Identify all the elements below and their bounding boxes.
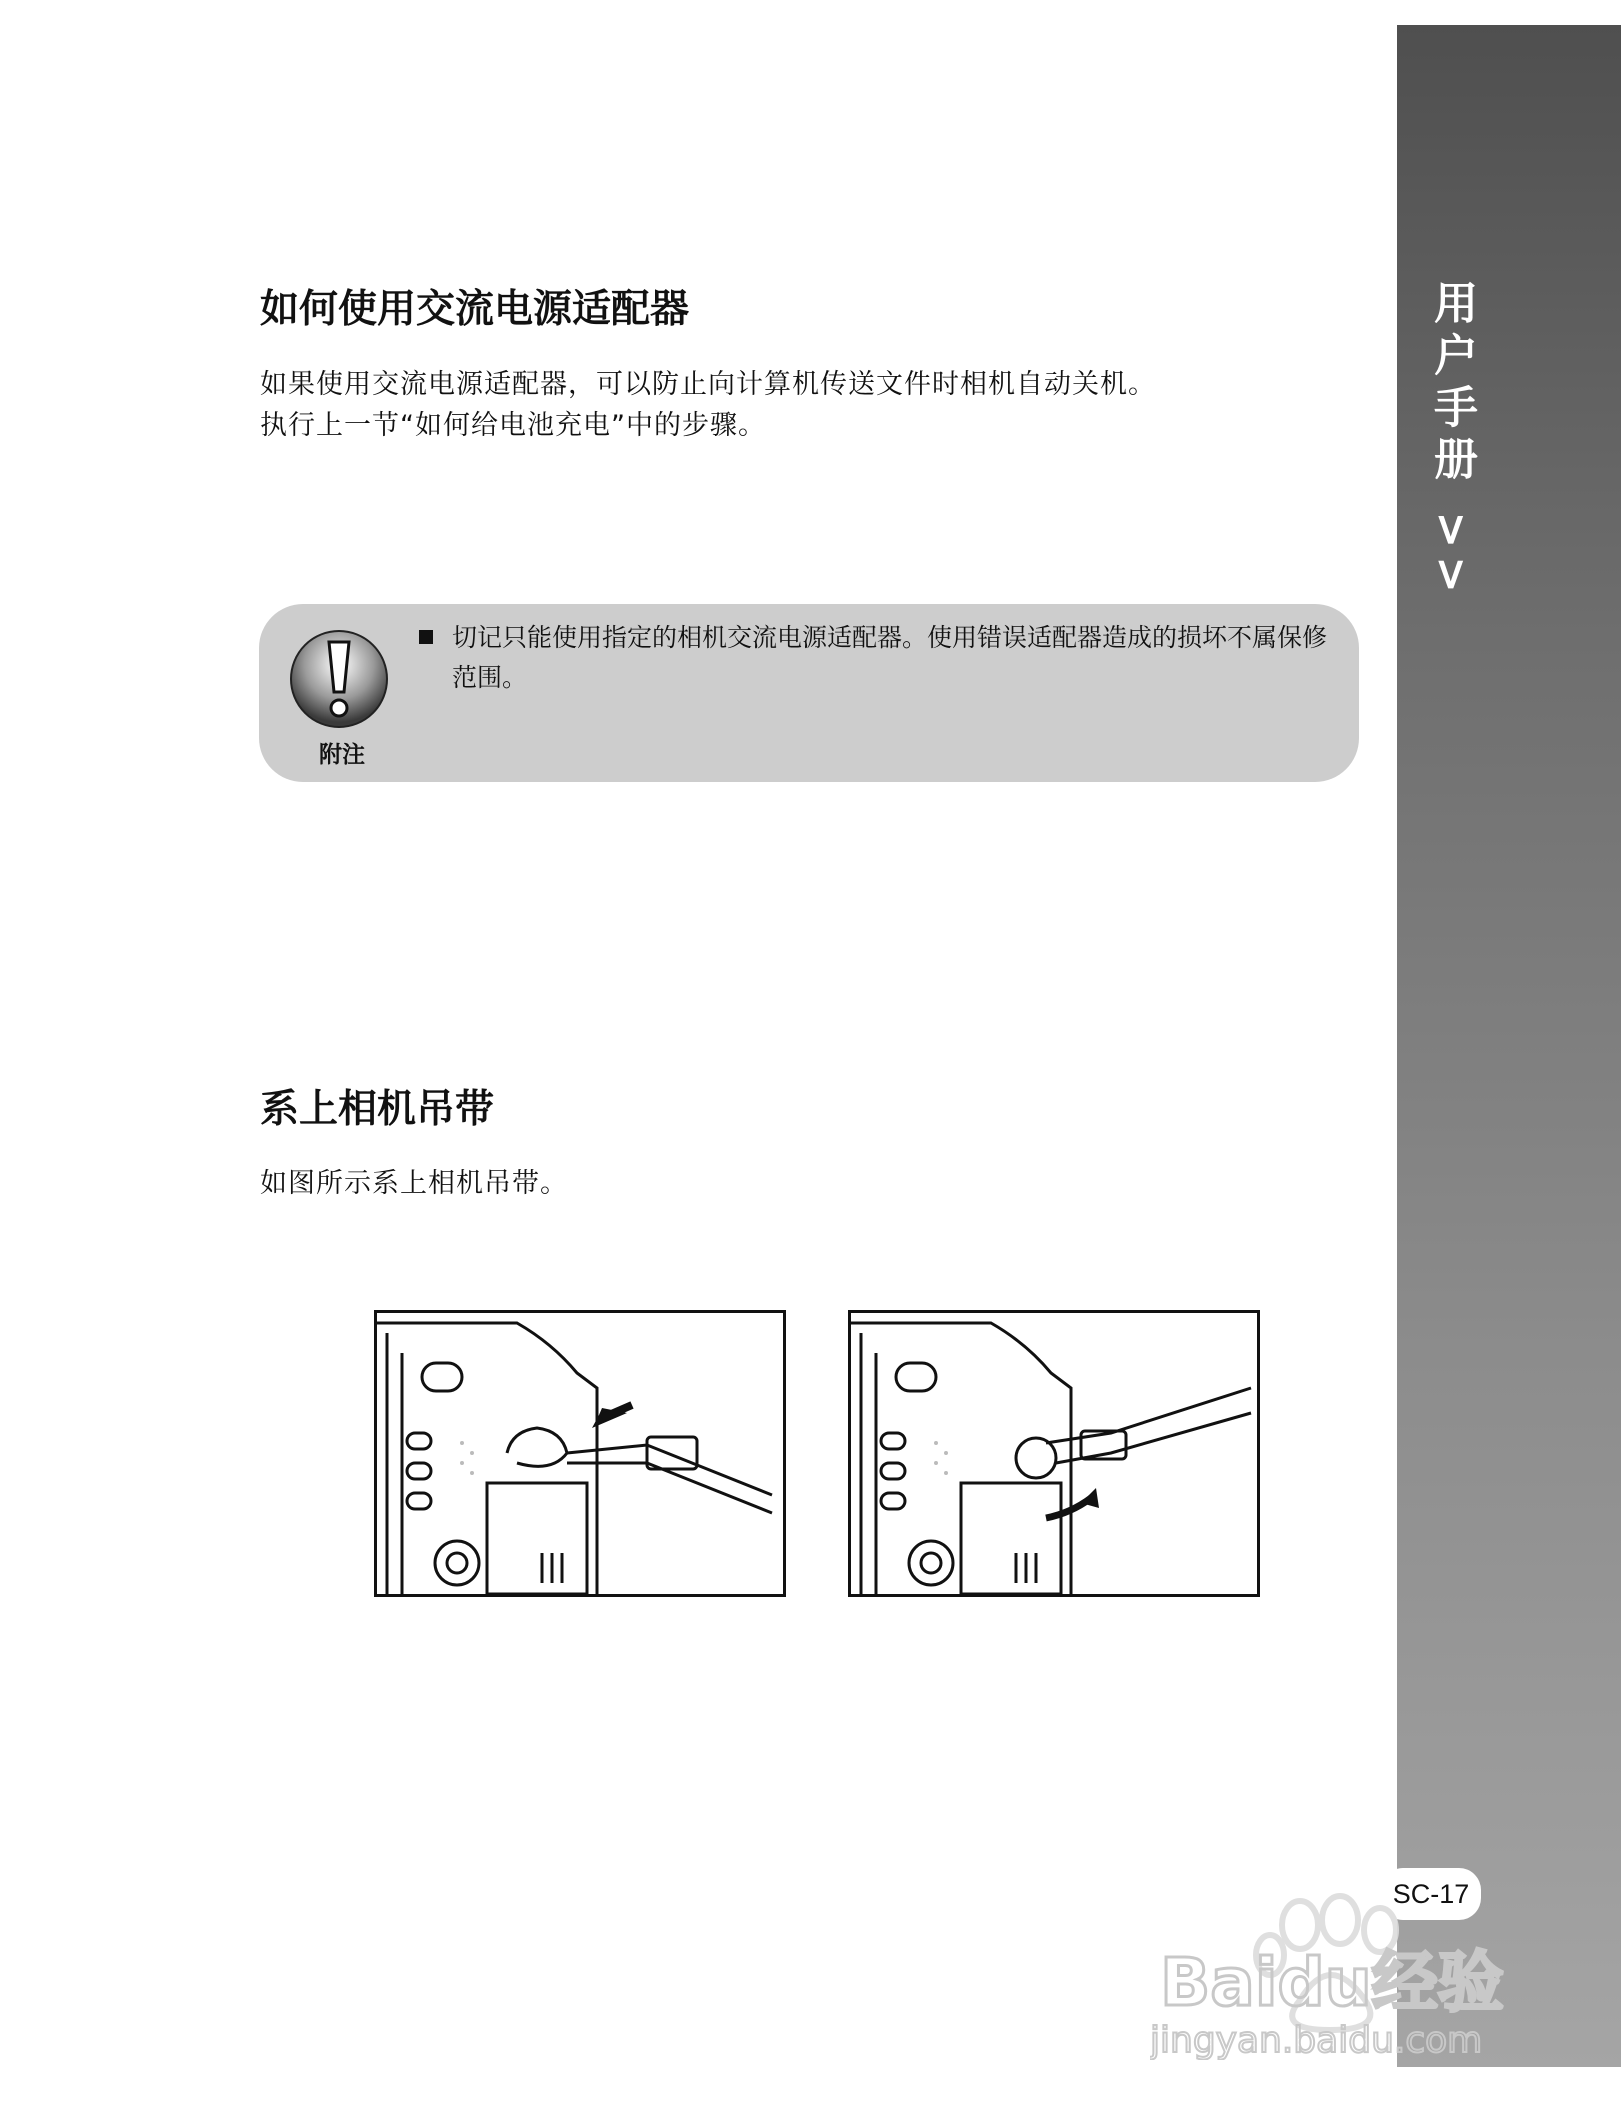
section-2-line-1: 如图所示系上相机吊带。 [260,1168,568,1199]
strap-step-2-illustration [848,1310,1260,1597]
watermark-brand: Baidu经验 [1160,1944,1504,2021]
exclamation-icon [289,624,389,734]
sidebar-label: 用户手册 >> [1426,280,1477,602]
section-title-ac-adapter: 如何使用交流电源适配器 [260,287,690,332]
baidu-watermark [1150,1880,1530,2060]
page-number: SC-17 [1381,1868,1481,1920]
note-text: 切记只能使用指定的相机交流电源适配器。使用错误适配器造成的损坏不属保修范围。 [452,623,1328,692]
section-title-strap: 系上相机吊带 [260,1087,495,1132]
note-bullet [419,630,433,644]
watermark-url: jingyan.baidu.com [1150,2020,1483,2060]
section-1-line-2: 执行上一节“如何给电池充电”中的步骤。 [260,410,766,441]
section-1-line-1: 如果使用交流电源适配器，可以防止向计算机传送文件时相机自动关机。 [260,369,1156,400]
note-caption: 附注 [319,742,365,768]
strap-step-1-illustration [374,1310,786,1597]
note-box [259,604,1359,782]
